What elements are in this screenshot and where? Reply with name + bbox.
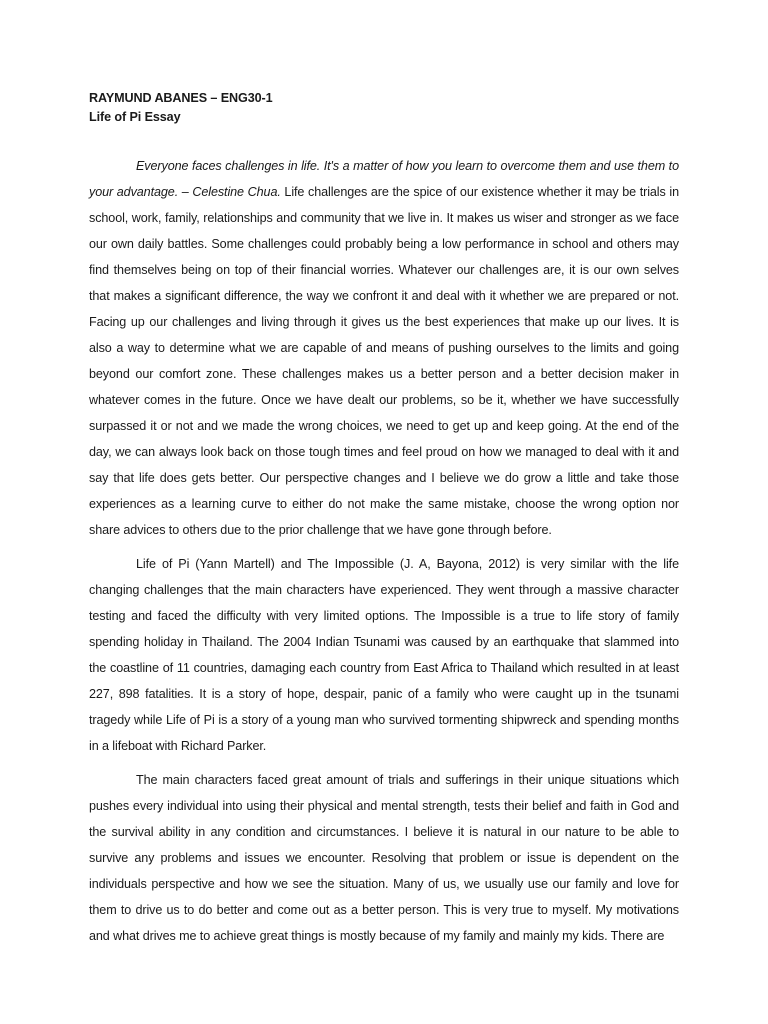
paragraph-1-text: Life challenges are the spice of our existence whether it may be trials in school, work, family, relationships and community that we live in. It makes us wiser and stronger as we face our own daily battles. Some challenges could probably being a low performance in school and others may find themselves being on top of their financial worries. Whatever our challenges are, it is our own selves that makes a significant difference, the way we confront it and deal with it whether we are prepared or not. Facing up our challenges and living through it gives us the best experiences that make up our lives. It is also a way to determine what we are capable of and means of pushing ourselves to the limits and going beyond our comfort zone. These challenges makes us a better person and a better decision maker in whatever comes in the future. Once we have dealt our problems, so be it, whether we have successfully surpassed it or not and we made the wrong choices, we need to get up and keep going. At the end of the day, we can always look back on those tough times and feel proud on how we managed to deal with it and say that life does gets better. Our perspective changes and I believe we do grow a little and take those experiences as a learning curve to either do not make the same mistake, choose the wrong option nor share advices to others due to the prior challenge that we have gone through before.	[89, 185, 679, 537]
opening-quote: Everyone faces challenges in life. It's a matter of how you learn to overcome them and use them to your advantage. – Celestine Chua.	[89, 159, 679, 199]
paragraph-2: Life of Pi (Yann Martell) and The Impossible (J. A, Bayona, 2012) is very similar with the life changing challenges that the main characters have experienced. They went through a massive character testing and faced the difficulty with very limited options. The Impossible is a true to life story of family spending holiday in Thailand. The 2004 Indian Tsunami was caused by an earthquake that slammed into the coastline of 11 countries, damaging each country from East Africa to Thailand which resulted in at least 227, 898 fatalities. It is a story of hope, despair, panic of a family who were caught up in the tsunami tragedy while Life of Pi is a story of a young man who survived tormenting shipwreck and spending months in a lifeboat with Richard Parker.	[89, 557, 679, 753]
author-line: RAYMUND ABANES – ENG30-1	[89, 91, 273, 105]
essay-title: Life of Pi Essay	[89, 110, 181, 124]
document-body	[89, 89, 679, 957]
paragraph-1	[89, 153, 679, 543]
paragraph-3: The main characters faced great amount of trials and sufferings in their unique situations which pushes every individual into using their physical and mental strength, tests their belief and faith in God and the survival ability in any condition and circumstances. I believe it is natural in our nature to be able to survive any problems and issues we encounter. Resolving that problem or issue is dependent on the individuals perspective and how we see the situation. Many of us, we usually use our family and love for them to drive us to do better and come out as a better person. This is very true to myself. My motivations and what drives me to achieve great things is mostly because of my family and mainly my kids. There are	[89, 773, 679, 943]
spacer	[89, 127, 679, 153]
